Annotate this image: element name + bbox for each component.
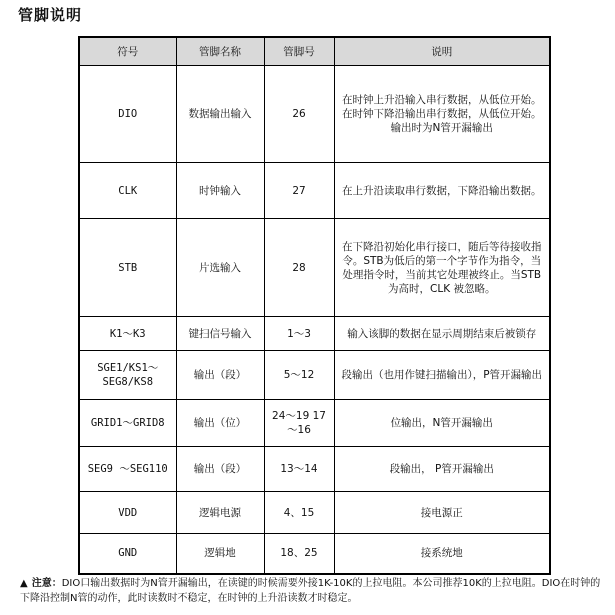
cell-pin-number: 4、15	[264, 492, 334, 534]
cell-symbol: VDD	[79, 492, 176, 534]
table-row	[79, 351, 550, 400]
header-symbol: 符号	[79, 37, 176, 66]
cell-pin-name: 片选输入	[176, 219, 264, 317]
cell-symbol: K1～K3	[79, 317, 176, 351]
cell-symbol: DIO	[79, 66, 176, 163]
cell-symbol: SEG9 ～SEG110	[79, 447, 176, 492]
cell-pin-name: 输出（段）	[176, 351, 264, 400]
cell-pin-number: 18、25	[264, 534, 334, 574]
cell-symbol: CLK	[79, 163, 176, 219]
table-row	[79, 317, 550, 351]
pin-table	[78, 36, 551, 575]
cell-symbol: GRID1～GRID8	[79, 400, 176, 447]
cell-symbol: STB	[79, 219, 176, 317]
table-row	[79, 400, 550, 447]
cell-pin-name: 逻辑电源	[176, 492, 264, 534]
header-description: 说明	[334, 37, 550, 66]
page-title: 管脚说明	[18, 6, 83, 24]
cell-pin-name: 输出（段）	[176, 447, 264, 492]
header-pin-name: 管脚名称	[176, 37, 264, 66]
triangle-icon: ▲	[20, 578, 28, 589]
note-label: 注意：	[31, 578, 62, 589]
cell-pin-name: 数据输出输入	[176, 66, 264, 163]
cell-description: 在下降沿初始化串行接口，随后等待接收指令。STB为低后的第一个字节作为指令，当处理指令时，当前其它处理被终止。当STB为高时，CLK 被忽略。	[334, 219, 550, 317]
note-text: DIO口输出数据时为N管开漏输出，在读键的时候需要外接1K-10K的上拉电阻。本公司推荐10K的上拉电阻。DIO在时钟的下降沿控制N管的动作，此时读数时不稳定，在时钟的上升沿读数才时稳定。	[20, 578, 601, 604]
table-row	[79, 219, 550, 317]
table-row	[79, 534, 550, 574]
cell-pin-number: 27	[264, 163, 334, 219]
cell-pin-number: 26	[264, 66, 334, 163]
cell-pin-number: 5～12	[264, 351, 334, 400]
cell-description: 段输出（也用作键扫描输出），P管开漏输出	[334, 351, 550, 400]
table-row	[79, 447, 550, 492]
cell-pin-number: 28	[264, 219, 334, 317]
cell-pin-name: 逻辑地	[176, 534, 264, 574]
cell-pin-name: 输出（位）	[176, 400, 264, 447]
cell-description: 接系统地	[334, 534, 550, 574]
cell-description: 在时钟上升沿输入串行数据，从低位开始。在时钟下降沿输出串行数据，从低位开始。输出时为N管开漏输出	[334, 66, 550, 163]
cell-pin-number: 24～19 17～16	[264, 400, 334, 447]
cell-description: 接电源正	[334, 492, 550, 534]
cell-symbol: SGE1/KS1～SEG8/KS8	[79, 351, 176, 400]
note	[20, 576, 610, 606]
cell-description: 段输出， P管开漏输出	[334, 447, 550, 492]
table-row	[79, 163, 550, 219]
header-pin-number: 管脚号	[264, 37, 334, 66]
table-row	[79, 492, 550, 534]
table-header-row	[79, 37, 550, 66]
cell-pin-name: 键扫信号输入	[176, 317, 264, 351]
cell-pin-name: 时钟输入	[176, 163, 264, 219]
cell-pin-number: 1～3	[264, 317, 334, 351]
cell-description: 输入该脚的数据在显示周期结束后被锁存	[334, 317, 550, 351]
cell-pin-number: 13～14	[264, 447, 334, 492]
cell-description: 位输出，N管开漏输出	[334, 400, 550, 447]
table-row	[79, 66, 550, 163]
cell-symbol: GND	[79, 534, 176, 574]
cell-description: 在上升沿读取串行数据，下降沿输出数据。	[334, 163, 550, 219]
